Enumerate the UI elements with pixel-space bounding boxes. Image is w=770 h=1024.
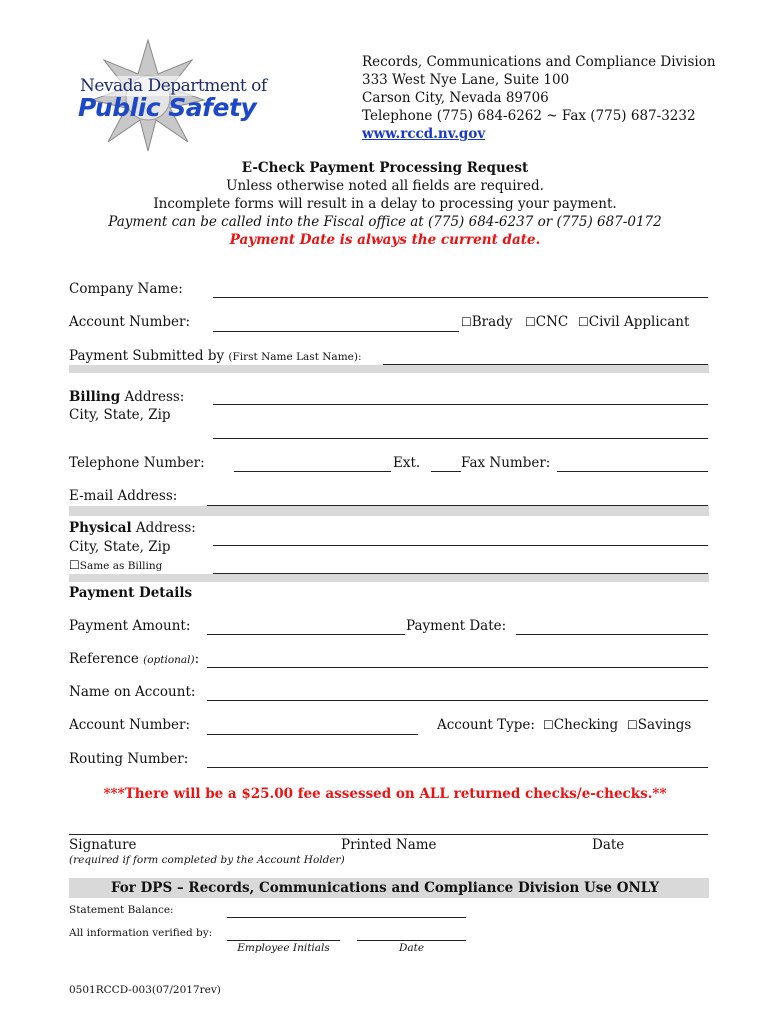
optional-text: (optional): [143, 654, 195, 666]
email-label: E-mail Address:: [69, 488, 178, 504]
logo-line2: Public Safety: [78, 93, 257, 122]
fax-label: Fax Number:: [461, 455, 551, 471]
civil-applicant-checkbox[interactable]: [578, 314, 689, 330]
employee-initials-label: Employee Initials: [237, 942, 330, 954]
billing-city-field[interactable]: [213, 438, 708, 439]
signature-note: (required if form completed by the Account Holder): [69, 854, 345, 866]
physical-city-label: City, State, Zip: [69, 539, 171, 555]
cnc-checkbox[interactable]: [525, 314, 568, 330]
incomplete-note: Incomplete forms will result in a delay to processing your payment.: [153, 196, 617, 212]
company-name-label: Company Name:: [69, 281, 183, 297]
reference-label: [69, 651, 199, 667]
physical-address-field[interactable]: [213, 545, 708, 546]
billing-address-label: [69, 389, 184, 405]
website-link[interactable]: www.rccd.nv.gov: [362, 126, 486, 142]
name-on-account-field[interactable]: [207, 700, 708, 701]
checkbox-icon: ☐: [627, 718, 638, 732]
telephone-field[interactable]: [234, 471, 391, 472]
reference-colon: :: [194, 651, 200, 667]
payment-account-number-field[interactable]: [207, 734, 418, 735]
payment-details-heading: Payment Details: [69, 585, 193, 601]
payment-date-note: Payment Date is always the current date.: [229, 232, 541, 248]
section-divider: [69, 365, 709, 373]
physical-address-label: [69, 520, 196, 536]
ext-field[interactable]: [431, 471, 461, 472]
account-type-label: Account Type:: [437, 717, 535, 733]
required-note: Unless otherwise noted all fields are required.: [226, 178, 544, 194]
section-divider: [69, 574, 709, 582]
checking-label: Checking: [553, 717, 619, 733]
submitted-by-text: Payment Submitted by: [69, 348, 225, 364]
cnc-label: CNC: [535, 314, 569, 330]
fee-notice: ***There will be a $25.00 fee assessed on ALL returned checks/e-checks.**: [103, 786, 667, 802]
payment-amount-field[interactable]: [207, 634, 405, 635]
ext-label: Ext.: [393, 455, 421, 471]
same-as-billing-label: Same as Billing: [79, 560, 163, 572]
routing-number-label: Routing Number:: [69, 751, 189, 767]
billing-address-field[interactable]: [213, 404, 708, 405]
dps-logo: [68, 38, 298, 153]
account-number-label: Account Number:: [69, 314, 191, 330]
checkbox-icon: ☐: [69, 558, 80, 572]
phone-fax: Telephone (775) 684-6262 ~ Fax (775) 687-3232: [362, 108, 696, 124]
employee-initials-field[interactable]: [227, 940, 340, 941]
billing-address-text: Address:: [120, 389, 185, 405]
street-address: 333 West Nye Lane, Suite 100: [362, 72, 570, 88]
logo-line1: Nevada Department of: [80, 76, 267, 96]
telephone-label: Telephone Number:: [69, 455, 205, 471]
signature-label: Signature: [69, 837, 137, 853]
name-on-account-label: Name on Account:: [69, 684, 196, 700]
payment-date-label: Payment Date:: [406, 618, 507, 634]
section-divider: [69, 506, 709, 516]
checking-checkbox[interactable]: [543, 717, 618, 733]
routing-number-field[interactable]: [207, 767, 708, 768]
statement-balance-field[interactable]: [227, 917, 466, 918]
statement-balance-label: Statement Balance:: [69, 904, 174, 916]
same-as-billing-checkbox[interactable]: [69, 558, 162, 572]
payment-date-field[interactable]: [516, 634, 708, 635]
dps-heading: For DPS – Records, Communications and Compliance Division Use ONLY: [110, 880, 660, 896]
savings-checkbox[interactable]: [627, 717, 691, 733]
submitted-by-label: [69, 348, 362, 364]
physical-address-text: Address:: [131, 520, 196, 536]
city-address: Carson City, Nevada 89706: [362, 90, 549, 106]
brady-checkbox[interactable]: [461, 314, 512, 330]
signature-line[interactable]: [69, 834, 708, 835]
payment-amount-label: Payment Amount:: [69, 618, 191, 634]
verified-date-field[interactable]: [357, 940, 466, 941]
fiscal-phone-note: Payment can be called into the Fiscal office at (775) 684-6237 or (775) 687-0172: [108, 214, 662, 230]
checkbox-icon: ☐: [543, 718, 554, 732]
payment-account-number-label: Account Number:: [69, 717, 191, 733]
form-title: E-Check Payment Processing Request: [241, 160, 529, 176]
checkbox-icon: ☐: [525, 315, 536, 329]
reference-field[interactable]: [207, 667, 708, 668]
printed-name-label: Printed Name: [341, 837, 437, 853]
form-id: 0501RCCD-003(07/2017rev): [69, 984, 221, 996]
billing-bold: Billing: [69, 389, 121, 405]
savings-label: Savings: [637, 717, 692, 733]
brady-label: Brady: [471, 314, 513, 330]
civil-applicant-label: Civil Applicant: [588, 314, 690, 330]
verified-date-label: Date: [398, 942, 425, 954]
physical-bold: Physical: [69, 520, 132, 536]
reference-text: Reference: [69, 651, 139, 667]
account-number-field[interactable]: [213, 331, 459, 332]
company-name-field[interactable]: [213, 297, 708, 298]
checkbox-icon: ☐: [578, 315, 589, 329]
checkbox-icon: ☐: [461, 315, 472, 329]
division-name: Records, Communications and Compliance Division: [362, 54, 716, 70]
billing-city-label: City, State, Zip: [69, 407, 171, 423]
verified-by-label: All information verified by:: [69, 927, 213, 939]
signature-date-label: Date: [592, 837, 625, 853]
fax-field[interactable]: [557, 471, 708, 472]
submitted-by-hint: (First Name Last Name):: [228, 351, 362, 363]
